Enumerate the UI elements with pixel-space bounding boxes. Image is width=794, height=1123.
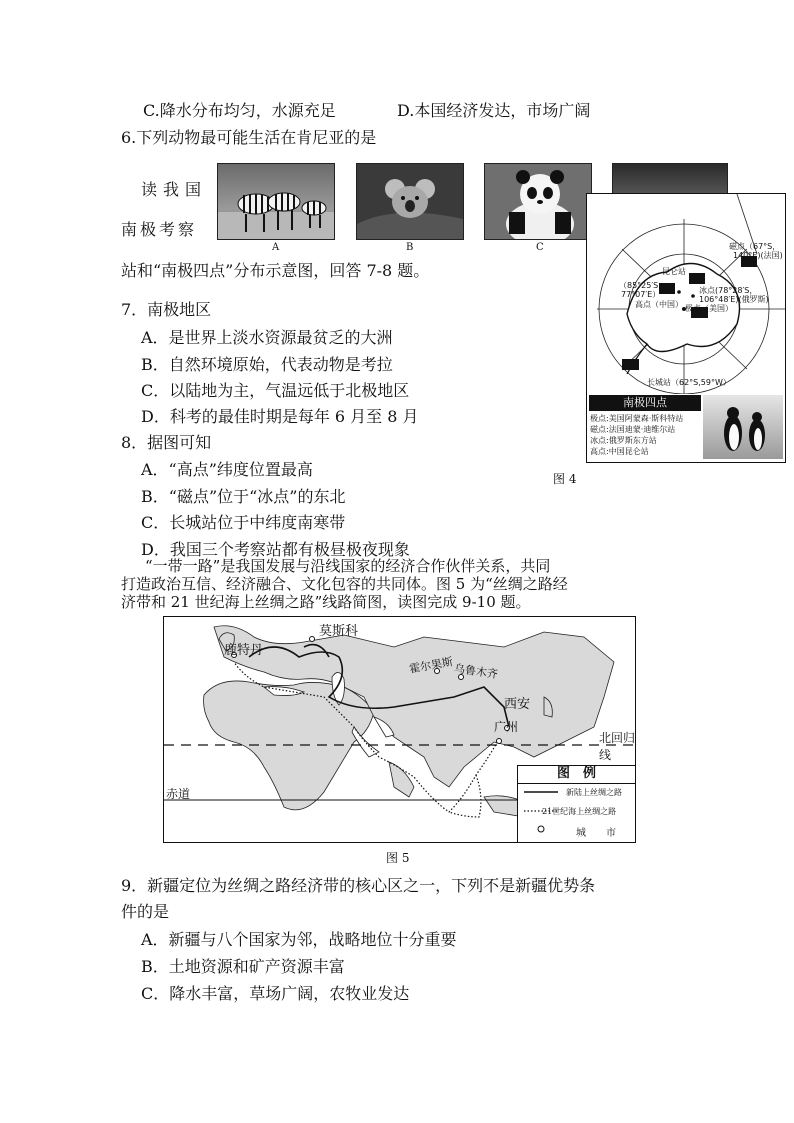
photo-label-a: A: [272, 242, 280, 253]
q5-option-c: C.降水分布均匀，水源充足: [143, 101, 336, 120]
belt-road-intro-line2: 打造政治互信、经济融合、文化包容的共同体。图 5 为“丝绸之路经: [121, 575, 568, 593]
q7-stem: 7．南极地区: [121, 300, 212, 319]
legend-land-route: 新陆上丝绸之路: [566, 788, 622, 797]
great-wall-station-label: 长城站（62°S,59°W）: [647, 378, 731, 387]
kunlun-station-label: 昆仑站: [662, 267, 686, 276]
q8-option-b: B．“磁点”位于“冰点”的东北: [141, 487, 346, 506]
magnetic-point-coord: 140°E)(法国): [733, 251, 783, 260]
silk-road-map: [163, 616, 636, 843]
q9-option-c: C．降水丰富，草场广阔，农牧业发达: [141, 984, 410, 1003]
high-point-coord2: 77°07′E）: [621, 290, 661, 299]
q7-option-d: D．科考的最佳时期是每年 6 月至 8 月: [141, 407, 419, 426]
khorgos-label: 霍尔果斯: [408, 655, 454, 676]
pole-point-label: 极点（美国）: [685, 304, 733, 313]
q7-option-a: A．是世界上淡水资源最贫乏的大洲: [141, 328, 393, 347]
tropic-of-cancer-label: 北回归线: [599, 731, 636, 762]
q5-option-d: D.本国经济发达，市场广阔: [397, 101, 591, 120]
q9-option-b: B．土地资源和矿产资源丰富: [141, 957, 345, 976]
penguin-photo: [703, 395, 783, 459]
intro-7-8-line1: 读我国: [141, 180, 208, 199]
antarctica-figure: [586, 193, 786, 463]
q6-stem: 6.下列动物最可能生活在肯尼亚的是: [121, 128, 377, 147]
magnetic-point-label: 磁点（67°S，: [729, 242, 781, 251]
q9-stem-line2: 件的是: [121, 902, 170, 921]
ice-point-label: 冰点(78°28′S，: [699, 286, 758, 295]
q8-option-a: A．“高点”纬度位置最高: [141, 460, 313, 479]
figure-5-caption: 图 5: [386, 851, 410, 865]
map-legend-title: 图 例: [556, 766, 596, 781]
q7-option-b: B．自然环境原始，代表动物是考拉: [141, 355, 393, 374]
intro-7-8-line3: 站和“南极四点”分布示意图，回答 7-8 题。: [121, 261, 430, 280]
q7-option-c: C．以陆地为主，气温远低于北极地区: [141, 381, 410, 400]
high-point-coord: （85°25′S，: [619, 281, 667, 290]
figure-4-caption: 图 4: [553, 472, 577, 486]
q8-option-d: D．我国三个考察站都有极昼极夜现象: [141, 540, 410, 559]
ice-point-coord: 106°48′E)(俄罗斯): [699, 295, 769, 304]
urumqi-label: 乌鲁木齐: [453, 661, 499, 681]
q9-option-a: A．新疆与八个国家为邻，战略地位十分重要: [141, 930, 457, 949]
xian-label: 西安: [504, 697, 531, 712]
zebra-photo: [217, 163, 335, 240]
photo-label-c: C: [536, 242, 544, 253]
legend-row-3: 冰点:俄罗斯东方站: [590, 436, 657, 445]
moscow-label: 莫斯科: [319, 624, 359, 639]
belt-road-intro-line3: 济带和 21 世纪海上丝绸之路”线路简图，读图完成 9-10 题。: [121, 593, 531, 611]
high-point-label: 高点（中国）: [635, 300, 683, 309]
legend-row-4: 高点:中国昆仑站: [590, 447, 649, 456]
belt-road-intro-line1: “一带一路”是我国发展与沿线国家的经济合作伙伴关系，共同: [145, 557, 551, 575]
equator-label: 赤道: [166, 787, 191, 801]
koala-photo: [356, 163, 464, 240]
intro-7-8-line2: 南极考察: [121, 220, 198, 239]
panda-photo: [484, 163, 592, 240]
q8-stem: 8．据图可知: [121, 433, 212, 452]
photo-label-b: B: [406, 242, 414, 253]
q8-option-c: C．长城站位于中纬度南寒带: [141, 513, 346, 532]
legend-city: 城 市: [576, 828, 616, 839]
legend-title: 南极四点: [589, 395, 701, 411]
guangzhou-label: 广州: [494, 720, 519, 734]
legend-row-1: 极点:美国阿蒙森·斯科特站: [590, 414, 684, 423]
rotterdam-label: 鹿特丹: [224, 643, 264, 658]
legend-sea-route: 21世纪海上丝绸之路: [542, 807, 617, 816]
map-legend: [517, 765, 636, 843]
legend-row-2: 磁点:法国迪蒙·迪维尔站: [590, 425, 676, 434]
q9-stem-line1: 9．新疆定位为丝绸之路经济带的核心区之一，下列不是新疆优势条: [121, 876, 596, 895]
